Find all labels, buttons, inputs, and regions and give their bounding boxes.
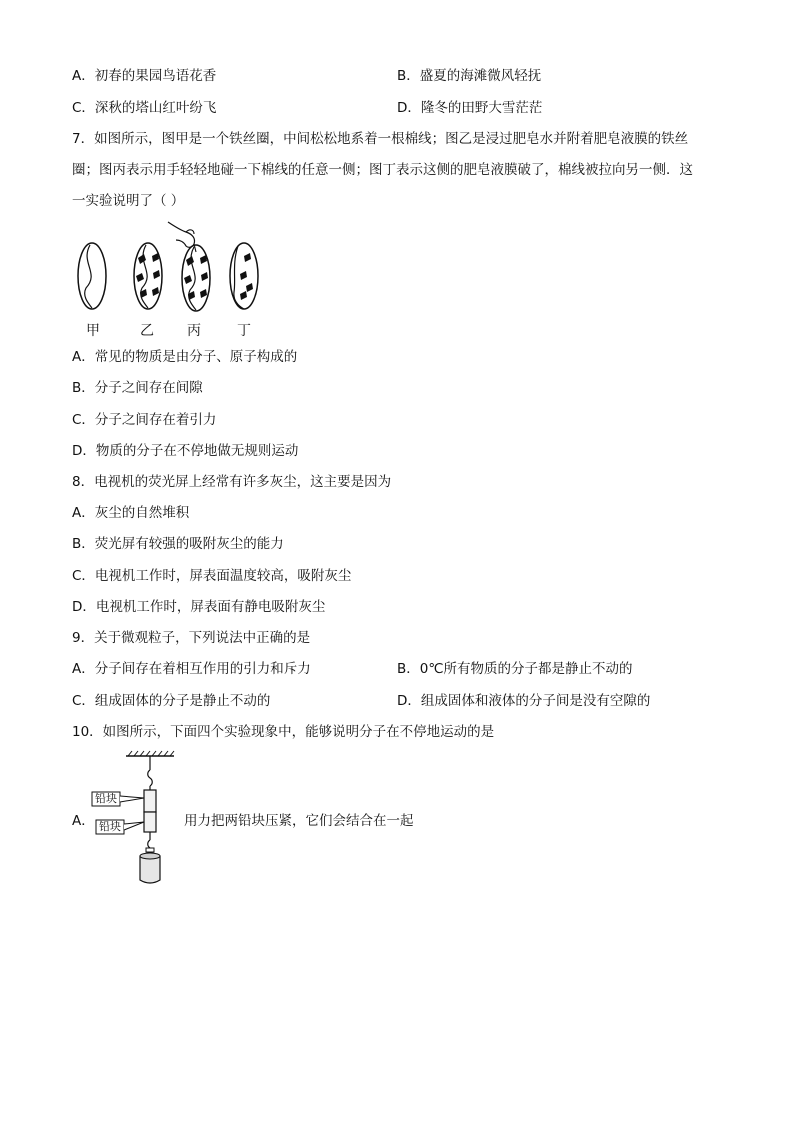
lead-label-lower: 铅块 xyxy=(99,820,121,833)
q10-stem: 10．如图所示，下面四个实验现象中，能够说明分子在不停地运动的是 xyxy=(72,724,495,740)
q7-option-c: C．分子之间存在着引力 xyxy=(72,412,217,428)
wire-loop-yi xyxy=(134,243,162,309)
wire-loop-jia xyxy=(78,243,106,309)
q7-stem-line-2: 圈；图丙表示用手轻轻地碰一下棉线的任意一侧；图丁表示这侧的肥皂液膜破了，棉线被拉向另一侧．这 xyxy=(72,162,693,178)
q6-option-a: A．初春的果园鸟语花香 xyxy=(72,68,217,84)
q9-stem: 9．关于微观粒子，下列说法中正确的是 xyxy=(72,630,311,646)
soap-film-figure xyxy=(68,218,268,318)
q8-option-a: A．灰尘的自然堆积 xyxy=(72,505,190,521)
q6-option-c: C．深秋的塔山红叶纷飞 xyxy=(72,100,217,116)
wire-loop-bing xyxy=(168,222,210,311)
q10-option-a-letter: A． xyxy=(72,813,95,829)
q8-option-b: B．荧光屏有较强的吸附灰尘的能力 xyxy=(72,536,284,552)
q9-option-d: D．组成固体和液体的分子间是没有空隙的 xyxy=(397,693,651,709)
figure-label-ding: 丁 xyxy=(237,323,251,339)
figure-label-yi: 乙 xyxy=(140,323,154,339)
q7-stem-line-1: 7．如图所示，图甲是一个铁丝圈，中间松松地系着一根棉线；图乙是浸过肥皂水并附着肥皂液膜的铁丝 xyxy=(72,131,689,147)
q6-option-d: D．隆冬的田野大雪茫茫 xyxy=(397,100,543,116)
figure-label-bing: 丙 xyxy=(187,323,201,339)
q8-stem: 8．电视机的荧光屏上经常有许多灰尘，这主要是因为 xyxy=(72,474,392,490)
q6-option-b: B．盛夏的海滩微风轻抚 xyxy=(397,68,542,84)
lead-label-upper: 铅块 xyxy=(95,792,117,805)
q10-option-a-text: 用力把两铅块压紧，它们会结合在一起 xyxy=(184,813,414,829)
q7-option-a: A．常见的物质是由分子、原子构成的 xyxy=(72,349,298,365)
figure-label-jia: 甲 xyxy=(86,323,100,339)
q7-option-b: B．分子之间存在间隙 xyxy=(72,380,203,396)
q8-option-d: D．电视机工作时，屏表面有静电吸附灰尘 xyxy=(72,599,326,615)
wire-loop-ding xyxy=(230,243,258,309)
q7-option-d: D．物质的分子在不停地做无规则运动 xyxy=(72,443,299,459)
q9-option-b: B．0℃所有物质的分子都是静止不动的 xyxy=(397,661,633,677)
q9-option-c: C．组成固体的分子是静止不动的 xyxy=(72,693,271,709)
q9-option-a: A．分子间存在着相互作用的引力和斥力 xyxy=(72,661,311,677)
q8-option-c: C．电视机工作时，屏表面温度较高，吸附灰尘 xyxy=(72,568,352,584)
q7-stem-line-3: 一实验说明了（ ） xyxy=(72,193,185,209)
